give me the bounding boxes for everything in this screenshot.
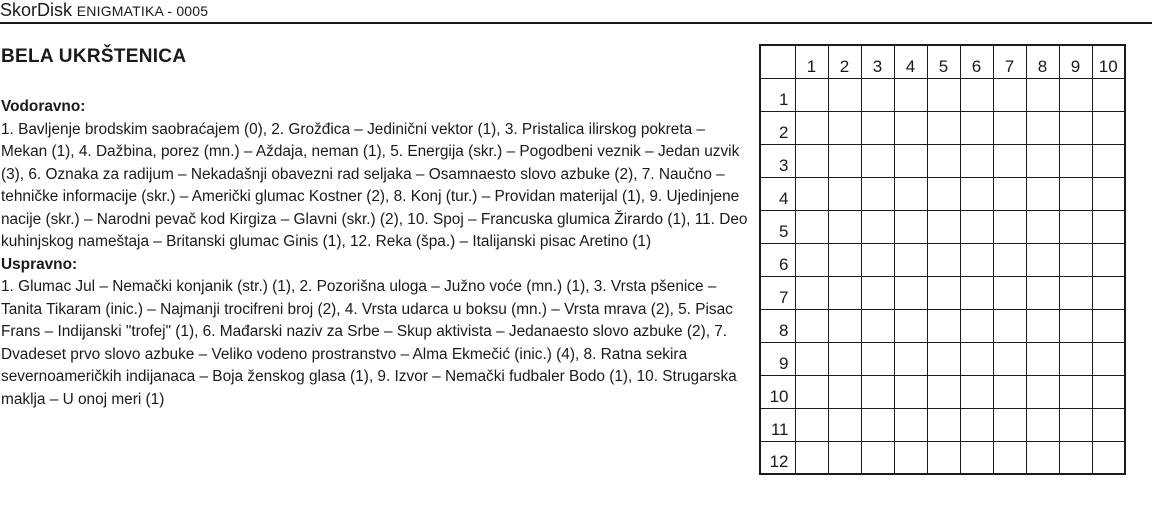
column-number: 6 [960, 45, 993, 78]
grid-cell[interactable] [1092, 342, 1125, 375]
grid-cell[interactable] [960, 342, 993, 375]
grid-cell[interactable] [861, 78, 894, 111]
grid-cell[interactable] [1092, 144, 1125, 177]
grid-cell[interactable] [795, 276, 828, 309]
grid-cell[interactable] [894, 342, 927, 375]
across-clues: 1. Bavljenje brodskim saobraćajem (0), 2. Grožđica – Jedinični vektor (1), 3. Pristalica ilirskog pokreta – Mekan (1), 4. Dažbina, porez (mn.) – Aždaja, neman (1), 5. Energija (skr.) – Pogodbeni veznik – Jedan uzvik (3), 6. Oznaka za radijum – Nekadašnji obavezni rad seljaka – Osamnaesto slovo azbuke (2), 7. Naučno – tehničke informacije (skr.) – Američki glumac Kostner (2), 8. Konj (tur.) – Providan materijal (1), 9. Ujedinjene nacije (skr.) – Narodni pevač kod Kirgiza – Glavni (skr.) (2), 10. Spoj – Francuska glumica Žirardo (1), 11. Deo kuhinjskog nameštaja – Britanski glumac Ginis (1), 12. Reka (špa.) – Italijanski pisac Aretino (1) [1, 120, 748, 250]
grid-cell[interactable] [1026, 78, 1059, 111]
down-heading: Uspravno: [1, 255, 78, 273]
grid-cell[interactable] [927, 78, 960, 111]
grid-cell[interactable] [1026, 276, 1059, 309]
grid-cell[interactable] [795, 408, 828, 441]
grid-cell[interactable] [894, 243, 927, 276]
grid-cell[interactable] [861, 144, 894, 177]
grid-cell[interactable] [993, 408, 1026, 441]
grid-cell[interactable] [861, 276, 894, 309]
grid-cell[interactable] [993, 441, 1026, 474]
grid-row [760, 375, 1125, 408]
grid-cell[interactable] [861, 309, 894, 342]
grid-cell[interactable] [960, 309, 993, 342]
across-heading: Vodoravno: [1, 98, 86, 115]
grid-cell[interactable] [861, 243, 894, 276]
grid-cell[interactable] [927, 375, 960, 408]
grid-cell[interactable] [1026, 210, 1059, 243]
grid-cell[interactable] [861, 342, 894, 375]
grid-cell[interactable] [1092, 441, 1125, 474]
grid-row [760, 276, 1125, 309]
grid-cell[interactable] [861, 210, 894, 243]
grid-cell[interactable] [828, 111, 861, 144]
grid-corner [760, 45, 795, 78]
row-number: 7 [760, 276, 795, 309]
grid-cell[interactable] [1059, 111, 1092, 144]
grid-cell[interactable] [795, 441, 828, 474]
grid-cell[interactable] [828, 276, 861, 309]
row-number: 3 [760, 144, 795, 177]
grid-cell[interactable] [894, 177, 927, 210]
grid-cell[interactable] [894, 78, 927, 111]
crossword-grid [759, 44, 1126, 475]
grid-cell[interactable] [894, 309, 927, 342]
grid-cell[interactable] [1026, 177, 1059, 210]
row-number: 9 [760, 342, 795, 375]
grid-cell[interactable] [993, 210, 1026, 243]
grid-cell[interactable] [894, 111, 927, 144]
grid-cell[interactable] [960, 441, 993, 474]
grid-cell[interactable] [1092, 78, 1125, 111]
grid-cell[interactable] [894, 276, 927, 309]
grid-cell[interactable] [960, 408, 993, 441]
grid-cell[interactable] [795, 375, 828, 408]
grid-cell[interactable] [795, 342, 828, 375]
grid-cell[interactable] [960, 375, 993, 408]
page-header [0, 0, 1152, 24]
grid-cell[interactable] [927, 111, 960, 144]
grid-cell[interactable] [960, 111, 993, 144]
column-number: 10 [1092, 45, 1125, 78]
grid-cell[interactable] [828, 177, 861, 210]
grid-cell[interactable] [960, 276, 993, 309]
grid-row [760, 408, 1125, 441]
grid-row [760, 111, 1125, 144]
column-number: 2 [828, 45, 861, 78]
grid-cell[interactable] [993, 177, 1026, 210]
grid-cell[interactable] [894, 375, 927, 408]
brand-name: SkorDisk [0, 0, 73, 20]
grid-row [760, 78, 1125, 111]
grid-cell[interactable] [1092, 111, 1125, 144]
row-number: 4 [760, 177, 795, 210]
grid-cell[interactable] [795, 177, 828, 210]
grid-cell[interactable] [993, 375, 1026, 408]
header-subtitle: ENIGMATIKA - 0005 [76, 3, 209, 19]
column-number: 7 [993, 45, 1026, 78]
grid-cell[interactable] [1026, 408, 1059, 441]
column-number: 3 [861, 45, 894, 78]
grid-cell[interactable] [1059, 276, 1092, 309]
grid-cell[interactable] [1092, 408, 1125, 441]
grid-cell[interactable] [1092, 243, 1125, 276]
column-number: 9 [1059, 45, 1092, 78]
grid-cell[interactable] [1059, 78, 1092, 111]
grid-cell[interactable] [960, 210, 993, 243]
grid-cell[interactable] [828, 408, 861, 441]
grid-cell[interactable] [795, 309, 828, 342]
grid-cell[interactable] [993, 111, 1026, 144]
grid-cell[interactable] [1059, 243, 1092, 276]
grid-cell[interactable] [828, 441, 861, 474]
down-clues: 1. Glumac Jul – Nemački konjanik (str.) (1), 2. Pozorišna uloga – Južno voće (mn.) (1), 3. Vrsta pšenice – Tanita Tikaram (inic.) – Najmanji trocifreni broj (2), 4. Vrsta udarca u boksu (mn.) – Vrsta mrava (2), 5. Pisac Frans – Indijanski "trofej" (1), 6. Mađarski naziv za Srbe – Skup aktivista – Jedanaesto slovo azbuke (2), 7. Dvadeset prvo slovo azbuke – Veliko vodeno prostranstvo – Alma Ekmečić (inic.) (4), 8. Ratna sekira severnoameričkih indijanaca – Boja ženskog glasa (1), 9. Izvor – Nemački fudbaler Bodo (1), 10. Strugarska maklja – U onoj meri (1) [1, 278, 737, 408]
grid-cell[interactable] [828, 243, 861, 276]
grid-row [760, 309, 1125, 342]
grid-row [760, 243, 1125, 276]
grid-cell[interactable] [993, 243, 1026, 276]
grid-cell[interactable] [1026, 111, 1059, 144]
grid-cell[interactable] [1092, 276, 1125, 309]
grid-header-row [760, 45, 1125, 78]
grid-cell[interactable] [828, 342, 861, 375]
grid-cell[interactable] [960, 177, 993, 210]
grid-cell[interactable] [795, 78, 828, 111]
row-number: 1 [760, 78, 795, 111]
grid-cell[interactable] [960, 78, 993, 111]
grid-table [759, 44, 1126, 475]
row-number: 2 [760, 111, 795, 144]
grid-cell[interactable] [993, 78, 1026, 111]
grid-cell[interactable] [795, 243, 828, 276]
puzzle-title: BELA UKRŠTENICA [1, 46, 187, 67]
row-number: 8 [760, 309, 795, 342]
row-number: 12 [760, 441, 795, 474]
grid-cell[interactable] [828, 78, 861, 111]
grid-cell[interactable] [1026, 243, 1059, 276]
grid-cell[interactable] [993, 144, 1026, 177]
grid-cell[interactable] [1026, 375, 1059, 408]
column-number: 8 [1026, 45, 1059, 78]
grid-row [760, 210, 1125, 243]
grid-cell[interactable] [828, 144, 861, 177]
grid-row [760, 144, 1125, 177]
grid-cell[interactable] [927, 309, 960, 342]
grid-cell[interactable] [894, 210, 927, 243]
grid-row [760, 177, 1125, 210]
grid-cell[interactable] [828, 309, 861, 342]
row-number: 11 [760, 408, 795, 441]
grid-cell[interactable] [927, 243, 960, 276]
grid-cell[interactable] [894, 144, 927, 177]
row-number: 5 [760, 210, 795, 243]
grid-cell[interactable] [1059, 210, 1092, 243]
grid-cell[interactable] [1026, 309, 1059, 342]
grid-cell[interactable] [927, 210, 960, 243]
grid-row [760, 441, 1125, 474]
column-number: 5 [927, 45, 960, 78]
grid-cell[interactable] [861, 111, 894, 144]
grid-cell[interactable] [861, 408, 894, 441]
grid-cell[interactable] [927, 408, 960, 441]
column-number: 4 [894, 45, 927, 78]
grid-cell[interactable] [1026, 441, 1059, 474]
grid-cell[interactable] [1092, 375, 1125, 408]
grid-cell[interactable] [1059, 177, 1092, 210]
clues-panel [1, 96, 753, 411]
grid-cell[interactable] [927, 144, 960, 177]
grid-cell[interactable] [993, 309, 1026, 342]
grid-cell[interactable] [1059, 309, 1092, 342]
grid-cell[interactable] [861, 441, 894, 474]
grid-cell[interactable] [960, 243, 993, 276]
grid-cell[interactable] [927, 441, 960, 474]
grid-cell[interactable] [894, 408, 927, 441]
grid-cell[interactable] [927, 276, 960, 309]
grid-cell[interactable] [1026, 342, 1059, 375]
grid-cell[interactable] [828, 375, 861, 408]
grid-cell[interactable] [993, 342, 1026, 375]
grid-cell[interactable] [1026, 144, 1059, 177]
grid-cell[interactable] [861, 375, 894, 408]
grid-cell[interactable] [861, 177, 894, 210]
grid-cell[interactable] [828, 210, 861, 243]
column-number: 1 [795, 45, 828, 78]
grid-cell[interactable] [795, 111, 828, 144]
grid-row [760, 342, 1125, 375]
grid-cell[interactable] [1092, 210, 1125, 243]
grid-cell[interactable] [1059, 441, 1092, 474]
grid-cell[interactable] [927, 342, 960, 375]
grid-cell[interactable] [993, 276, 1026, 309]
grid-cell[interactable] [1059, 375, 1092, 408]
grid-cell[interactable] [795, 210, 828, 243]
grid-cell[interactable] [795, 144, 828, 177]
grid-cell[interactable] [1092, 177, 1125, 210]
grid-cell[interactable] [1059, 408, 1092, 441]
grid-cell[interactable] [894, 441, 927, 474]
grid-cell[interactable] [1059, 144, 1092, 177]
grid-cell[interactable] [1059, 342, 1092, 375]
grid-cell[interactable] [960, 144, 993, 177]
row-number: 10 [760, 375, 795, 408]
grid-cell[interactable] [1092, 309, 1125, 342]
grid-cell[interactable] [927, 177, 960, 210]
row-number: 6 [760, 243, 795, 276]
